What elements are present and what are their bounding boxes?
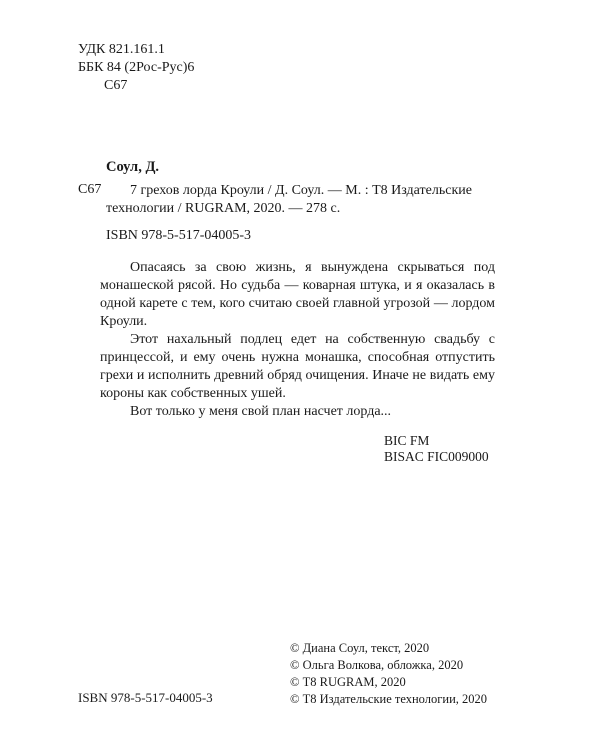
book-description-line-1: 7 грехов лорда Кроули / Д. Соул. — М. : Т8 Издательские xyxy=(130,183,472,198)
udk-code: УДК 821.161.1 xyxy=(78,42,165,57)
annotation-paragraph: Вот только у меня свой план насчет лорда... xyxy=(130,404,392,419)
bisac-code: BISAC FIC009000 xyxy=(384,449,489,464)
annotation xyxy=(100,259,495,421)
author-mark: С67 xyxy=(104,78,128,93)
copyright-publisher: © Т8 Издательские технологии, 2020 xyxy=(290,692,488,706)
copyright-rugram: © Т8 RUGRAM, 2020 xyxy=(290,675,406,689)
annotation-paragraph: Опасаясь за свою жизнь, я вынуждена скрываться под монашеской рясой. Но судьба — коварная штука, и я оказалась в одной карете с тем, кого считаю своей главной угрозой — лордом Кроули. xyxy=(100,260,495,329)
annotation-paragraph: Этот нахальный подлец едет на собственную свадьбу с принцессой, и ему очень нужна монашка, способная отпустить грехи и исполнить древний обряд очищения. Иначе не видать ему короны как собственных ушей. xyxy=(100,332,495,401)
isbn-bottom: ISBN 978-5-517-04005-3 xyxy=(78,690,213,705)
copyright-text: © Диана Соул, текст, 2020 xyxy=(290,641,430,655)
copyright-cover: © Ольга Волкова, обложка, 2020 xyxy=(290,658,464,672)
isbn-top: ISBN 978-5-517-04005-3 xyxy=(106,228,252,243)
book-description-line-2: технологии / RUGRAM, 2020. — 278 с. xyxy=(106,201,341,216)
author-mark-inline: С67 xyxy=(78,182,102,197)
bbk-code: ББК 84 (2Рос-Рус)6 xyxy=(78,60,195,75)
bic-code: BIC FM xyxy=(384,433,430,448)
author-name: Соул, Д. xyxy=(106,159,160,175)
